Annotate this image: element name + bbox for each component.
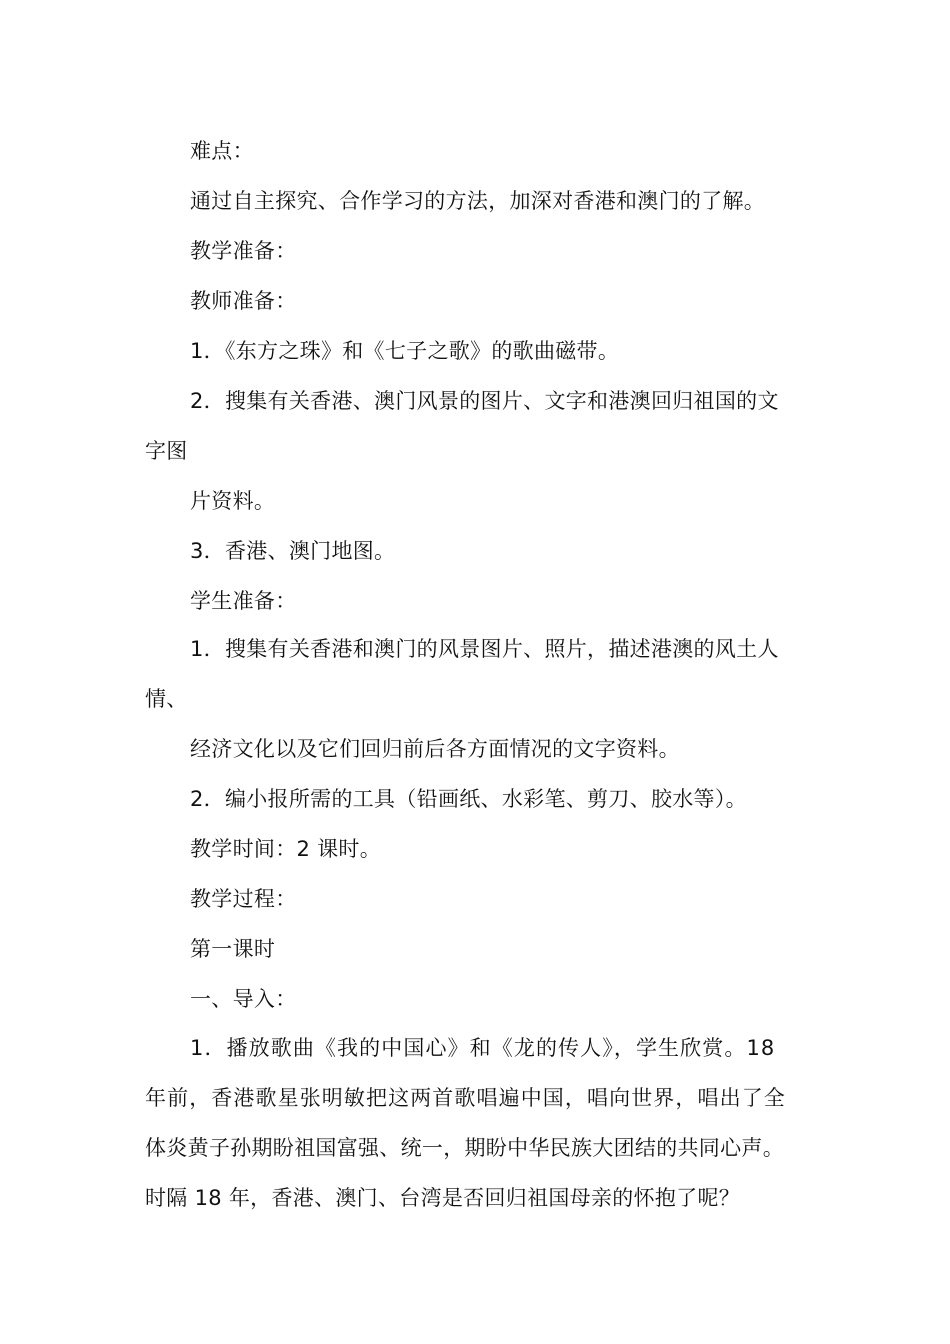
intro-paragraph-line-2: 年前，香港歌星张明敏把这两首歌唱遍中国，唱向世界，唱出了全 [145,1086,786,1110]
teacher-prep-item-2-cont2: 片资料。 [190,489,276,513]
teacher-prep-item-3: 3．香港、澳门地图。 [190,539,396,563]
teaching-time: 教学时间：2 课时。 [190,837,382,861]
heading-teaching-prep: 教学准备： [190,239,297,263]
student-prep-item-1-cont: 情、 [145,687,188,711]
heading-student-prep: 学生准备： [190,589,297,613]
heading-difficulty: 难点： [190,139,254,163]
heading-first-lesson: 第一课时 [190,937,276,961]
paragraph-difficulty-text: 通过自主探究、合作学习的方法，加深对香港和澳门的了解。 [190,189,766,213]
heading-teaching-process: 教学过程： [190,887,297,911]
intro-paragraph-line-1: 1．播放歌曲《我的中国心》和《龙的传人》，学生欣赏。18 [190,1036,776,1060]
teacher-prep-item-2: 2．搜集有关香港、澳门风景的图片、文字和港澳回归祖国的文 [190,389,779,413]
student-prep-item-1: 1．搜集有关香港和澳门的风景图片、照片，描述港澳的风土人 [190,637,779,661]
student-prep-item-2: 2．编小报所需的工具（铅画纸、水彩笔、剪刀、胶水等）。 [190,787,747,811]
teacher-prep-item-2-cont: 字图 [145,439,188,463]
heading-teacher-prep: 教师准备： [190,289,297,313]
intro-paragraph-line-4: 时隔 18 年，香港、澳门、台湾是否回归祖国母亲的怀抱了呢？ [145,1186,741,1210]
heading-introduction: 一、导入： [190,987,297,1011]
intro-paragraph-line-3: 体炎黄子孙期盼祖国富强、统一，期盼中华民族大团结的共同心声。 [145,1136,784,1160]
student-prep-item-1-cont2: 经济文化以及它们回归前后各方面情况的文字资料。 [190,737,680,761]
teacher-prep-item-1: 1．《东方之珠》和《七子之歌》的歌曲磁带。 [190,339,620,363]
